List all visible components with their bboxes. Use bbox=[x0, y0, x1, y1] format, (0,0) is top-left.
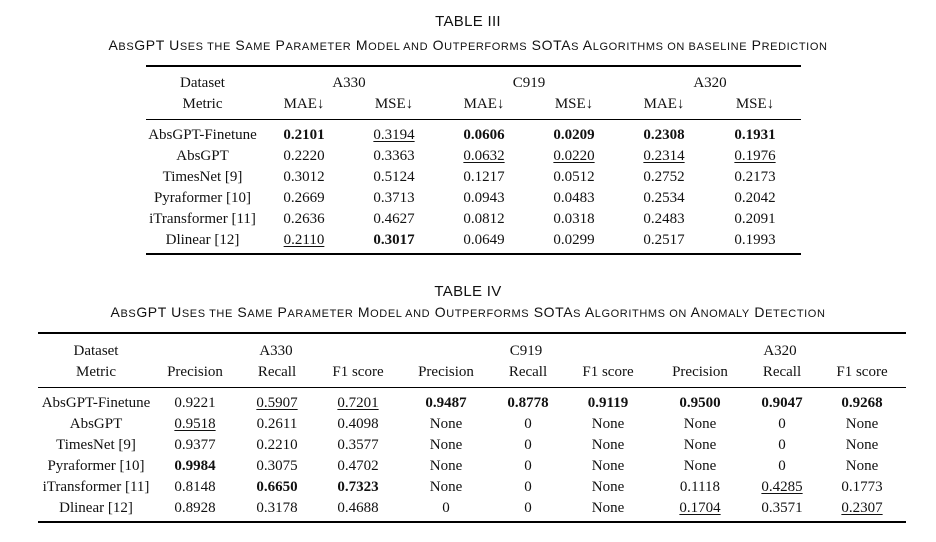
model-name: AbsGPT bbox=[69, 416, 123, 432]
model-name: Dlinear [12] bbox=[59, 500, 133, 516]
table-cell: 0.1773 bbox=[841, 479, 883, 495]
table-3-dataset-a320: A320 bbox=[693, 75, 727, 91]
table-cell: 0.2173 bbox=[734, 169, 776, 185]
table-cell: 0.2483 bbox=[643, 211, 685, 227]
table-cell: 0.3577 bbox=[337, 437, 379, 453]
table-cell: 0.2220 bbox=[283, 148, 325, 164]
table-4-metric: F1 score bbox=[582, 364, 634, 380]
table-3-dataset-a330: A330 bbox=[332, 75, 366, 91]
table-cell: None bbox=[683, 458, 717, 474]
table-cell: None bbox=[429, 437, 463, 453]
table-cell: None bbox=[429, 458, 463, 474]
model-name: iTransformer [11] bbox=[149, 211, 256, 227]
table-3-header bbox=[146, 73, 801, 115]
model-name: AbsGPT-Finetune bbox=[41, 395, 151, 411]
table-cell: 0.2091 bbox=[734, 211, 776, 227]
table-4-caption: ABSGPT USES THE SAME PARAMETER MODEL AND OUTPERFORMS SOTAS ALGORITHMS ON ANOMALY DETECTION bbox=[110, 304, 826, 320]
table-4-header-rule bbox=[38, 387, 906, 388]
table-row bbox=[38, 498, 906, 519]
table-4-dataset-c919: C919 bbox=[509, 343, 543, 359]
table-3-metric: MAE↓ bbox=[283, 96, 325, 112]
table-cell: 0.9377 bbox=[174, 437, 216, 453]
table-cell: 0.3363 bbox=[373, 148, 415, 164]
table-cell: None bbox=[591, 437, 625, 453]
table-cell: None bbox=[845, 458, 879, 474]
table-cell: 0.0632 bbox=[463, 148, 505, 164]
table-cell: 0 bbox=[524, 479, 532, 495]
table-cell: 0.1993 bbox=[734, 232, 776, 248]
table-4-metric: Precision bbox=[167, 364, 223, 380]
table-cell: 0.2611 bbox=[256, 416, 298, 432]
table-row bbox=[146, 167, 801, 188]
table-cell: None bbox=[683, 416, 717, 432]
table-cell: None bbox=[845, 416, 879, 432]
table-cell: 0.9221 bbox=[174, 395, 216, 411]
table-row bbox=[38, 435, 906, 456]
table-cell: 0.7323 bbox=[337, 479, 379, 495]
table-cell: 0.2669 bbox=[283, 190, 325, 206]
table-cell: 0.0812 bbox=[463, 211, 505, 227]
table-cell: 0.2110 bbox=[283, 232, 325, 248]
table-cell: 0.5124 bbox=[373, 169, 415, 185]
table-cell: 0.2517 bbox=[643, 232, 685, 248]
table-4-header bbox=[38, 341, 906, 383]
table-cell: 0.6650 bbox=[256, 479, 298, 495]
table-4-metric: Recall bbox=[257, 364, 297, 380]
table-cell: 0.2308 bbox=[643, 127, 685, 143]
table-cell: 0.2307 bbox=[841, 500, 883, 516]
table-cell: 0 bbox=[524, 458, 532, 474]
table-cell: None bbox=[591, 458, 625, 474]
table-row bbox=[146, 146, 801, 167]
table-row bbox=[146, 188, 801, 209]
table-cell: 0.0299 bbox=[553, 232, 595, 248]
table-cell: 0.1704 bbox=[679, 500, 721, 516]
table-cell: None bbox=[845, 437, 879, 453]
table-cell: 0.2101 bbox=[283, 127, 325, 143]
table-cell: 0.0943 bbox=[463, 190, 505, 206]
model-name: Pyraformer [10] bbox=[153, 190, 252, 206]
table-row bbox=[38, 477, 906, 498]
table-cell: 0.8778 bbox=[507, 395, 549, 411]
model-name: TimesNet [9] bbox=[56, 437, 136, 453]
table-3-caption: ABSGPT USES THE SAME PARAMETER MODEL AND OUTPERFORMS SOTAS ALGORITHMS ON BASELINE PREDICTION bbox=[108, 37, 828, 53]
table-cell: None bbox=[591, 500, 625, 516]
table-3-body bbox=[146, 125, 801, 251]
table-cell: 0.2210 bbox=[256, 437, 298, 453]
table-cell: 0.2314 bbox=[643, 148, 685, 164]
table-4-metric: Precision bbox=[672, 364, 728, 380]
model-name: AbsGPT bbox=[176, 148, 229, 164]
table-cell: 0.9119 bbox=[587, 395, 629, 411]
table-cell: 0.0220 bbox=[553, 148, 595, 164]
table-4-metric: Recall bbox=[508, 364, 548, 380]
table-cell: 0.4627 bbox=[373, 211, 415, 227]
table-cell: 0.0606 bbox=[463, 127, 505, 143]
table-cell: 0.1217 bbox=[463, 169, 505, 185]
table-4-top-rule bbox=[38, 332, 906, 334]
table-3-number: TABLE III bbox=[435, 13, 501, 30]
table-row bbox=[146, 230, 801, 251]
table-cell: 0.7201 bbox=[337, 395, 379, 411]
table-3-metric-label: Metric bbox=[182, 96, 223, 112]
table-cell: 0.0483 bbox=[553, 190, 595, 206]
table-row bbox=[38, 414, 906, 435]
table-3-metric: MSE↓ bbox=[554, 96, 594, 112]
table-3-header-rule bbox=[146, 119, 801, 120]
table-4-metric: Recall bbox=[762, 364, 802, 380]
table-4-metric: Precision bbox=[418, 364, 474, 380]
model-name: Pyraformer [10] bbox=[47, 458, 145, 474]
table-cell: None bbox=[591, 416, 625, 432]
table-cell: 0.4098 bbox=[337, 416, 379, 432]
table-4-dataset-label: Dataset bbox=[73, 343, 119, 359]
table-cell: 0.9047 bbox=[761, 395, 803, 411]
table-cell: 0.2534 bbox=[643, 190, 685, 206]
table-cell: 0.1118 bbox=[679, 479, 721, 495]
table-cell: 0 bbox=[778, 416, 786, 432]
table-cell: 0.3178 bbox=[256, 500, 298, 516]
table-3-dataset-label: Dataset bbox=[180, 75, 225, 91]
table-cell: 0.9984 bbox=[174, 458, 216, 474]
table-4-metric: F1 score bbox=[332, 364, 384, 380]
table-cell: 0.0649 bbox=[463, 232, 505, 248]
table-cell: 0.3017 bbox=[373, 232, 415, 248]
table-cell: 0.4285 bbox=[761, 479, 803, 495]
table-4-dataset-a330: A330 bbox=[259, 343, 293, 359]
table-cell: 0.3012 bbox=[283, 169, 325, 185]
table-4-metric-label: Metric bbox=[76, 364, 116, 380]
table-cell: 0 bbox=[778, 458, 786, 474]
table-3-metric: MAE↓ bbox=[463, 96, 505, 112]
table-cell: 0.0512 bbox=[553, 169, 595, 185]
table-cell: 0 bbox=[524, 416, 532, 432]
table-cell: 0.9487 bbox=[425, 395, 467, 411]
table-cell: 0.8928 bbox=[174, 500, 216, 516]
table-cell: None bbox=[429, 479, 463, 495]
table-cell: 0.9268 bbox=[841, 395, 883, 411]
table-4-dataset-a320: A320 bbox=[763, 343, 797, 359]
table-4-body bbox=[38, 393, 906, 519]
table-row bbox=[38, 456, 906, 477]
table-cell: 0 bbox=[778, 437, 786, 453]
table-cell: 0.9518 bbox=[174, 416, 216, 432]
table-3-metric: MSE↓ bbox=[735, 96, 775, 112]
table-4-bottom-rule bbox=[38, 521, 906, 523]
table-cell: 0.3571 bbox=[761, 500, 803, 516]
model-name: Dlinear [12] bbox=[165, 232, 240, 248]
table-cell: 0.1931 bbox=[734, 127, 776, 143]
table-cell: 0.3075 bbox=[256, 458, 298, 474]
table-row bbox=[146, 209, 801, 230]
table-cell: 0 bbox=[524, 437, 532, 453]
table-cell: 0 bbox=[442, 500, 450, 516]
table-cell: 0.0318 bbox=[553, 211, 595, 227]
model-name: iTransformer [11] bbox=[42, 479, 150, 495]
table-3-metric: MSE↓ bbox=[374, 96, 414, 112]
table-cell: None bbox=[591, 479, 625, 495]
model-name: AbsGPT-Finetune bbox=[148, 127, 257, 143]
table-3-bottom-rule bbox=[146, 253, 801, 255]
table-3-top-rule bbox=[146, 65, 801, 67]
table-cell: 0.2636 bbox=[283, 211, 325, 227]
table-cell: 0.0209 bbox=[553, 127, 595, 143]
table-3-metric: MAE↓ bbox=[643, 96, 685, 112]
table-cell: 0.2042 bbox=[734, 190, 776, 206]
table-cell: None bbox=[683, 437, 717, 453]
table-cell: 0.4688 bbox=[337, 500, 379, 516]
table-cell: 0.2752 bbox=[643, 169, 685, 185]
table-cell: 0.5907 bbox=[256, 395, 298, 411]
table-3-dataset-c919: C919 bbox=[512, 75, 546, 91]
table-4-number: TABLE IV bbox=[434, 283, 502, 300]
table-4-metric: F1 score bbox=[836, 364, 888, 380]
table-cell: 0.3713 bbox=[373, 190, 415, 206]
table-row bbox=[146, 125, 801, 146]
table-cell: 0.1976 bbox=[734, 148, 776, 164]
table-cell: 0.8148 bbox=[174, 479, 216, 495]
table-row bbox=[38, 393, 906, 414]
table-cell: 0.4702 bbox=[337, 458, 379, 474]
model-name: TimesNet [9] bbox=[162, 169, 243, 185]
table-cell: 0 bbox=[524, 500, 532, 516]
table-cell: 0.3194 bbox=[373, 127, 415, 143]
table-cell: None bbox=[429, 416, 463, 432]
table-cell: 0.9500 bbox=[679, 395, 721, 411]
